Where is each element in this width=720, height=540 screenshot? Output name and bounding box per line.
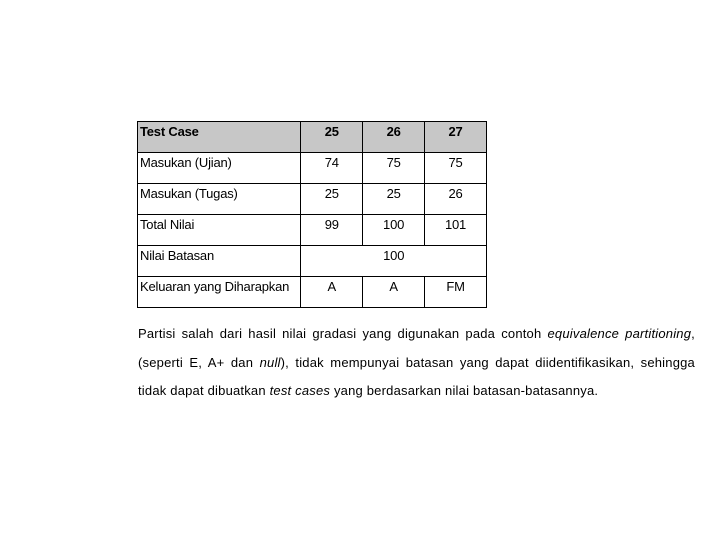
paragraph-line	[138, 349, 695, 378]
paragraph-text: Partisi salah dari hasil nilai gradasi yang digunakan pada contoh	[138, 326, 548, 341]
row-label: Nilai Batasan	[138, 246, 301, 277]
header-col: 27	[425, 122, 487, 153]
row-label: Masukan (Ujian)	[138, 153, 301, 184]
merged-cell: 100	[301, 246, 487, 277]
row-label: Total Nilai	[138, 215, 301, 246]
table-cell: 75	[363, 153, 425, 184]
paragraph-text: ), tidak mempunyai batasan yang dapat diidentifikasikan, sehingga	[280, 354, 695, 370]
table-cell: 99	[301, 215, 363, 246]
table-row	[138, 246, 487, 277]
header-col: 25	[301, 122, 363, 153]
table-row	[138, 153, 487, 184]
paragraph-italic: null	[259, 354, 281, 370]
table-row	[138, 215, 487, 246]
paragraph-text: (seperti E, A+ dan	[138, 354, 260, 370]
paragraph-text: ,	[691, 326, 695, 341]
paragraph-text: tidak dapat dibuatkan	[138, 383, 270, 398]
paragraph-italic: equivalence partitioning	[547, 326, 692, 341]
table-cell: 26	[425, 184, 487, 215]
paragraph-text: yang berdasarkan nilai batasan-batasannya.	[330, 383, 599, 398]
table-cell: 25	[301, 184, 363, 215]
table-cell: A	[301, 277, 363, 308]
table-row	[138, 277, 487, 308]
table-cell: 100	[363, 215, 425, 246]
table-cell: 25	[363, 184, 425, 215]
description-paragraph	[138, 320, 695, 406]
paragraph-italic: test cases	[269, 383, 331, 398]
table-cell: 74	[301, 153, 363, 184]
paragraph-line	[138, 320, 695, 349]
table-header-row	[138, 122, 487, 153]
row-label: Masukan (Tugas)	[138, 184, 301, 215]
row-label: Keluaran yang Diharapkan	[138, 277, 301, 308]
table-cell: 101	[425, 215, 487, 246]
header-col: 26	[363, 122, 425, 153]
header-label: Test Case	[138, 122, 301, 153]
table-cell: A	[363, 277, 425, 308]
table-cell: 75	[425, 153, 487, 184]
test-case-table	[137, 121, 487, 308]
table-row	[138, 184, 487, 215]
table-cell: FM	[425, 277, 487, 308]
paragraph-line	[138, 377, 695, 406]
